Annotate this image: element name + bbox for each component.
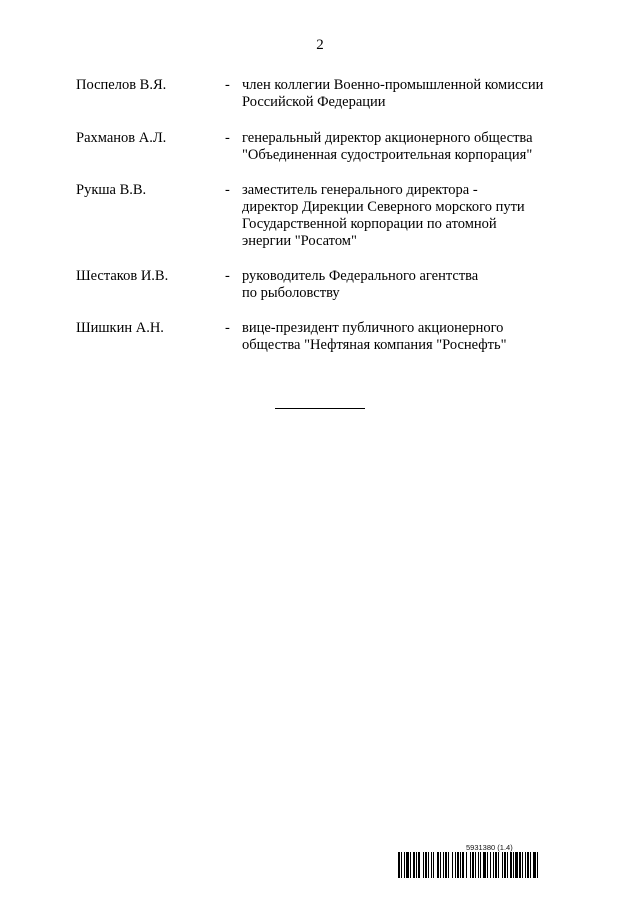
role-line: заместитель генерального директора - — [242, 182, 478, 198]
member-name: Шишкин А.Н. — [76, 320, 164, 336]
member-role — [242, 182, 602, 250]
member-name: Поспелов В.Я. — [76, 77, 167, 93]
role-line: Государственной корпорации по атомной — [242, 216, 497, 232]
role-line: общества "Нефтяная компания "Роснефть" — [242, 337, 507, 353]
role-line: директор Дирекции Северного морского пути — [242, 199, 525, 215]
barcode-bar — [538, 852, 540, 878]
role-line: член коллегии Военно-промышленной комиссии — [242, 77, 544, 93]
member-dash: - — [225, 77, 230, 93]
member-role — [242, 268, 602, 302]
member-role — [242, 77, 602, 111]
role-line: генеральный директор акционерного общества — [242, 130, 533, 146]
member-name: Шестаков И.В. — [76, 268, 169, 284]
member-dash: - — [225, 268, 230, 284]
end-separator-line — [275, 408, 365, 409]
role-line: энергии "Росатом" — [242, 233, 357, 249]
role-line: руководитель Федерального агентства — [242, 268, 479, 284]
role-line: вице-президент публичного акционерного — [242, 320, 504, 336]
page-number: 2 — [316, 37, 324, 53]
member-role — [242, 130, 602, 164]
role-line: по рыболовству — [242, 285, 340, 301]
member-dash: - — [225, 320, 230, 336]
member-dash: - — [225, 182, 230, 198]
role-line: Российской Федерации — [242, 94, 386, 110]
member-role — [242, 320, 602, 354]
member-name: Рукша В.В. — [76, 182, 147, 198]
role-line: "Объединенная судостроительная корпорация" — [242, 147, 533, 163]
barcode-image — [398, 852, 594, 878]
member-dash: - — [225, 130, 230, 146]
barcode-caption: 5931380 (1.4) — [466, 843, 513, 852]
member-name: Рахманов А.Л. — [76, 130, 167, 146]
